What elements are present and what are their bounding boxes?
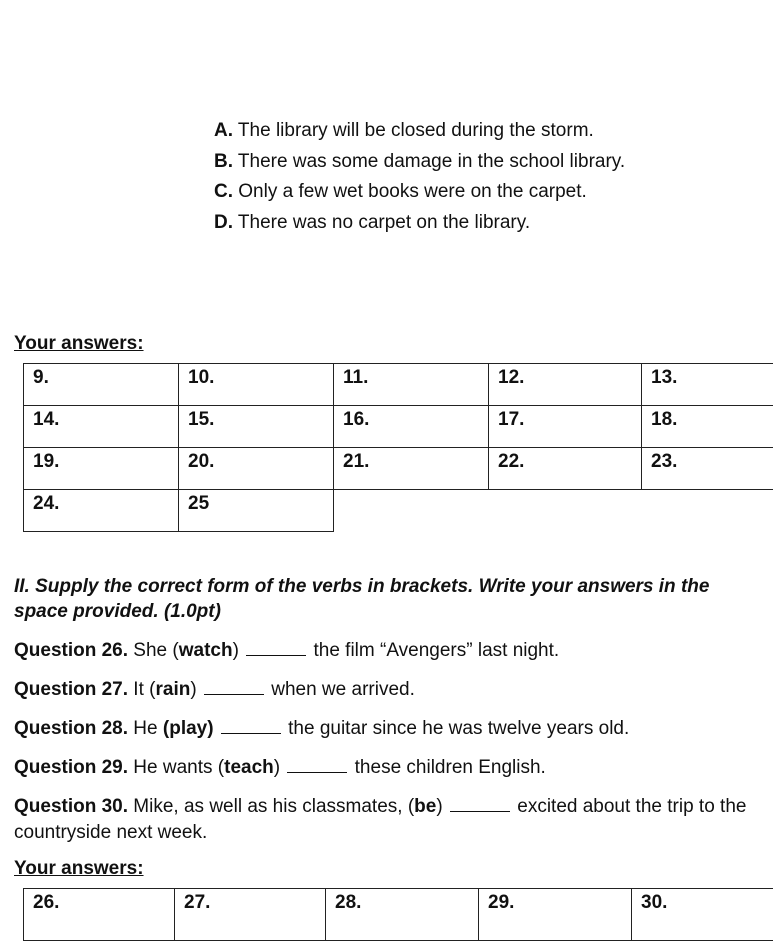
- empty-cell: [642, 490, 773, 532]
- answer-cell-15[interactable]: 15.: [179, 406, 334, 448]
- answer-cell-9[interactable]: 9.: [24, 364, 179, 406]
- answer-cell-22[interactable]: 22.: [489, 448, 642, 490]
- answer-cell-26[interactable]: 26.: [24, 889, 175, 941]
- answer-table-1: [23, 363, 773, 532]
- table-row: [24, 448, 773, 490]
- table-row: [24, 490, 773, 532]
- answer-blank[interactable]: [450, 796, 510, 812]
- question-27: Question 27. It (rain) when we arrived.: [14, 677, 769, 703]
- answer-cell-10[interactable]: 10.: [179, 364, 334, 406]
- option-d: D. There was no carpet on the library.: [214, 208, 625, 239]
- option-a: A. The library will be closed during the storm.: [214, 116, 625, 147]
- answer-cell-29[interactable]: 29.: [479, 889, 632, 941]
- answer-cell-30[interactable]: 30.: [632, 889, 773, 941]
- empty-cell: [334, 490, 489, 532]
- option-b: B. There was some damage in the school library.: [214, 147, 625, 178]
- question-30: Question 30. Mike, as well as his classmates, (be) excited about the trip to the countryside next week.: [14, 794, 769, 846]
- question-29: Question 29. He wants (teach) these children English.: [14, 755, 769, 781]
- answer-cell-20[interactable]: 20.: [179, 448, 334, 490]
- answer-cell-12[interactable]: 12.: [489, 364, 642, 406]
- answer-cell-18[interactable]: 18.: [642, 406, 773, 448]
- question-26: Question 26. She (watch) the film “Avengers” last night.: [14, 638, 769, 664]
- answer-cell-11[interactable]: 11.: [334, 364, 489, 406]
- answer-cell-23[interactable]: 23.: [642, 448, 773, 490]
- answer-cell-17[interactable]: 17.: [489, 406, 642, 448]
- question-28: Question 28. He (play) the guitar since he was twelve years old.: [14, 716, 769, 742]
- answer-cell-19[interactable]: 19.: [24, 448, 179, 490]
- option-c: C. Only a few wet books were on the carpet.: [214, 177, 625, 208]
- table-row: [24, 406, 773, 448]
- answer-cell-16[interactable]: 16.: [334, 406, 489, 448]
- your-answers-heading: Your answers:: [14, 333, 144, 355]
- table-row: [24, 889, 773, 941]
- answer-table-2: [23, 888, 773, 941]
- answer-cell-25[interactable]: 25: [179, 490, 334, 532]
- answer-cell-27[interactable]: 27.: [175, 889, 326, 941]
- answer-blank[interactable]: [204, 679, 264, 695]
- answer-blank[interactable]: [246, 640, 306, 656]
- table-row: [24, 364, 773, 406]
- answer-blank[interactable]: [221, 718, 281, 734]
- answer-blank[interactable]: [287, 757, 347, 773]
- answer-cell-24[interactable]: 24.: [24, 490, 179, 532]
- answer-options: [214, 116, 625, 238]
- empty-cell: [489, 490, 642, 532]
- answer-cell-28[interactable]: 28.: [326, 889, 479, 941]
- answer-cell-14[interactable]: 14.: [24, 406, 179, 448]
- section-title: II. Supply the correct form of the verbs in brackets. Write your answers in the space provided. (1.0pt): [14, 574, 764, 624]
- answer-cell-21[interactable]: 21.: [334, 448, 489, 490]
- answer-cell-13[interactable]: 13.: [642, 364, 773, 406]
- your-answers-heading: Your answers:: [14, 858, 144, 880]
